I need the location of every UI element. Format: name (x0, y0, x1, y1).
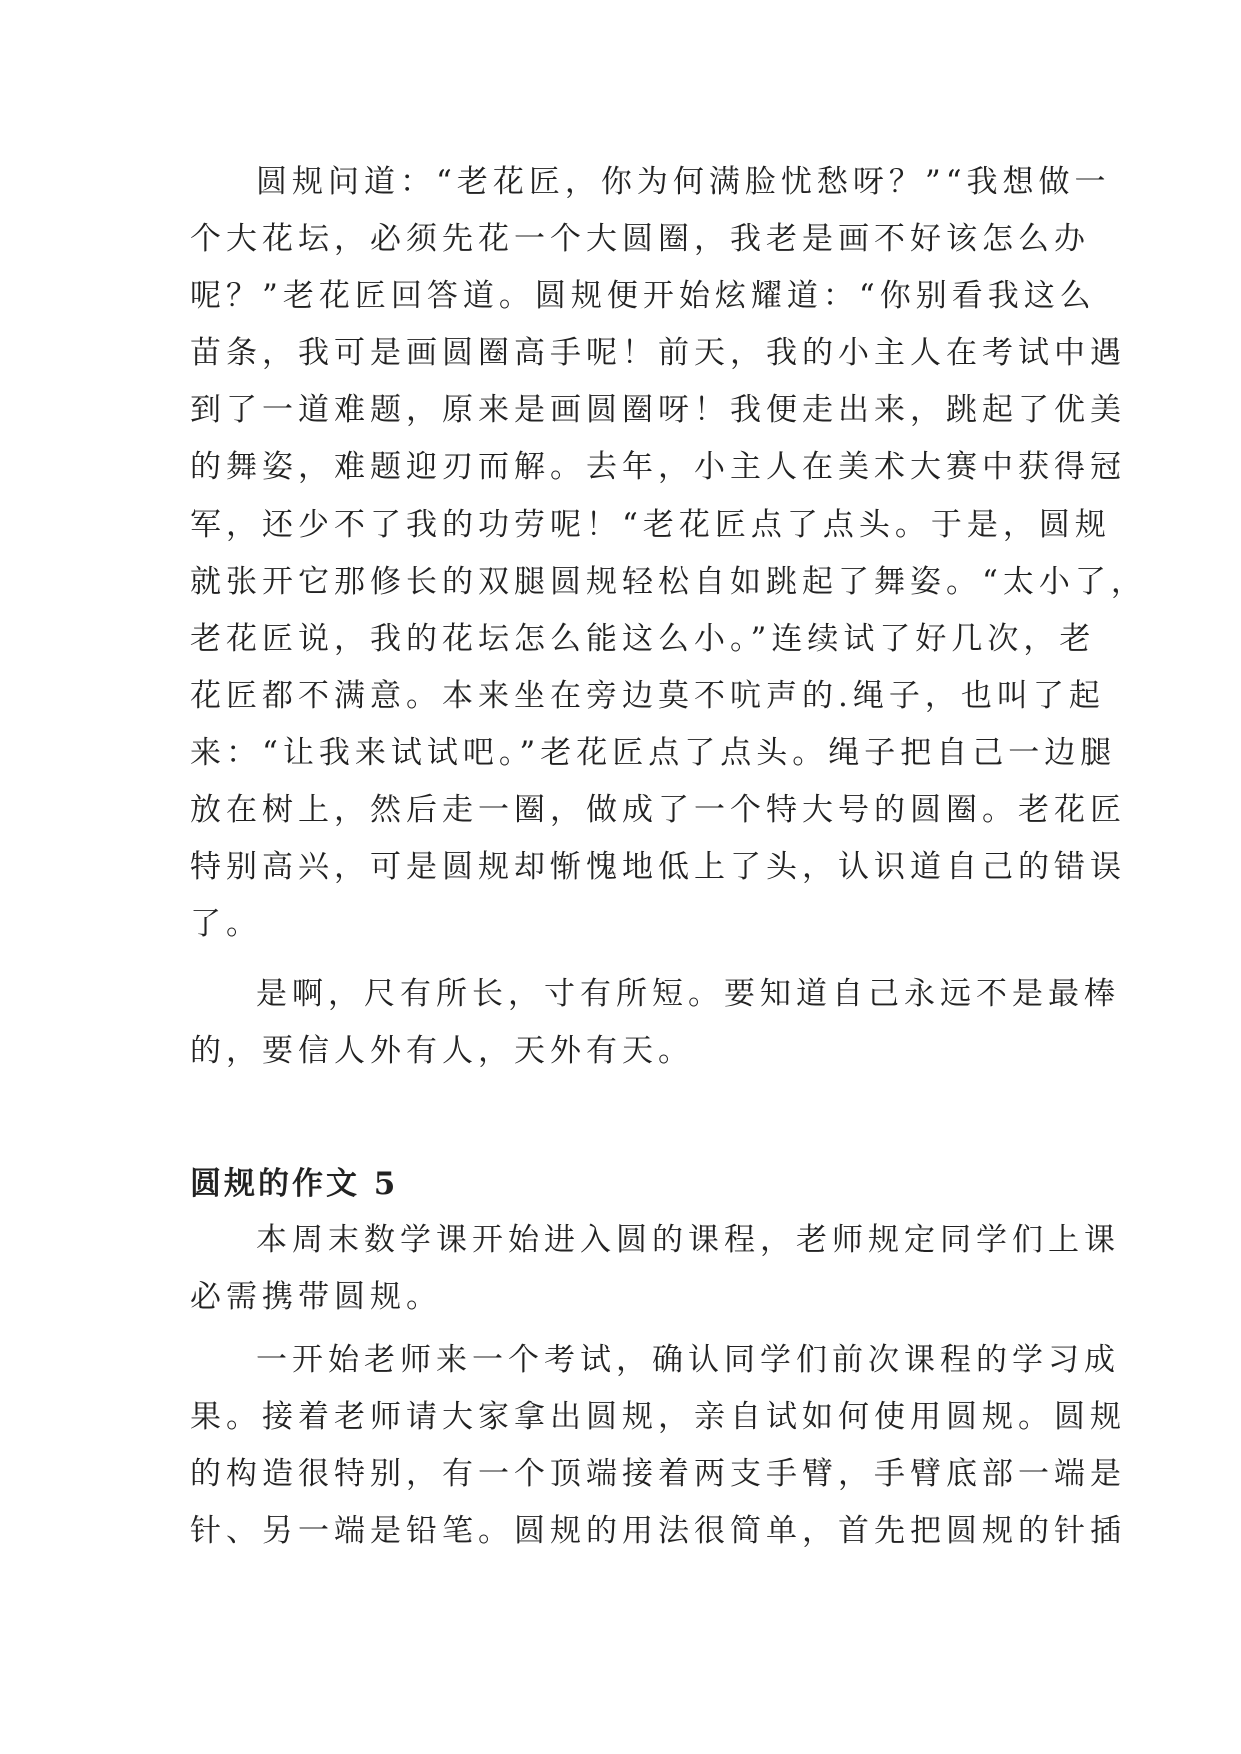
paragraph-2-line-1: 是啊，尺有所长，寸有所短。要知道自己永远不是最棒 (256, 976, 1120, 1012)
paragraph-1-line-11: 来：“让我来试试吧。”老花匠点了点头。绳子把自己一边腿 (190, 735, 1117, 771)
essay-paragraph-1-line-2: 必需携带圆规。 (190, 1279, 442, 1315)
paragraph-1-line-4: 苗条，我可是画圆圈高手呢！前天，我的小主人在考试中遇 (190, 335, 1126, 371)
paragraph-1-line-3: 呢？”老花匠回答道。圆规便开始炫耀道：“你别看我这么 (190, 278, 1096, 314)
essay-paragraph-2-line-1: 一开始老师来一个考试，确认同学们前次课程的学习成 (256, 1342, 1120, 1378)
paragraph-1-line-6: 的舞姿，难题迎刃而解。去年，小主人在美术大赛中获得冠 (190, 449, 1126, 485)
paragraph-1-line-2: 个大花坛，必须先花一个大圆圈，我老是画不好该怎么办 (190, 221, 1090, 257)
paragraph-1-line-7: 军，还少不了我的功劳呢！“老花匠点了点头。于是，圆规 (190, 507, 1111, 543)
paragraph-2-line-2: 的，要信人外有人，天外有天。 (190, 1033, 694, 1069)
paragraph-1-line-9: 老花匠说，我的花坛怎么能这么小。”连续试了好几次，老 (190, 621, 1096, 657)
paragraph-1-line-12: 放在树上，然后走一圈，做成了一个特大号的圆圈。老花匠 (190, 792, 1126, 828)
paragraph-1-line-13: 特别高兴，可是圆规却惭愧地低上了头，认识道自己的错误 (190, 849, 1126, 885)
paragraph-1-line-5: 到了一道难题，原来是画圆圈呀！我便走出来，跳起了优美 (190, 392, 1126, 428)
paragraph-1-line-1: 圆规问道：“老花匠，你为何满脸忧愁呀？”“我想做一 (256, 164, 1111, 200)
essay-paragraph-2-line-4: 针、另一端是铅笔。圆规的用法很简单，首先把圆规的针插 (190, 1513, 1126, 1549)
paragraph-1-line-8: 就张开它那修长的双腿圆规轻松自如跳起了舞姿。“太小了， (190, 564, 1147, 600)
paragraph-1-line-10: 花匠都不满意。本来坐在旁边莫不吭声的.绳子，也叫了起 (190, 678, 1105, 714)
paragraph-1-line-14: 了。 (190, 906, 262, 942)
essay-heading: 圆规的作文 5 (190, 1166, 399, 1202)
essay-paragraph-2-line-3: 的构造很特别，有一个顶端接着两支手臂，手臂底部一端是 (190, 1456, 1126, 1492)
essay-paragraph-2-line-2: 果。接着老师请大家拿出圆规，亲自试如何使用圆规。圆规 (190, 1399, 1126, 1435)
essay-paragraph-1-line-1: 本周末数学课开始进入圆的课程，老师规定同学们上课 (256, 1222, 1120, 1258)
